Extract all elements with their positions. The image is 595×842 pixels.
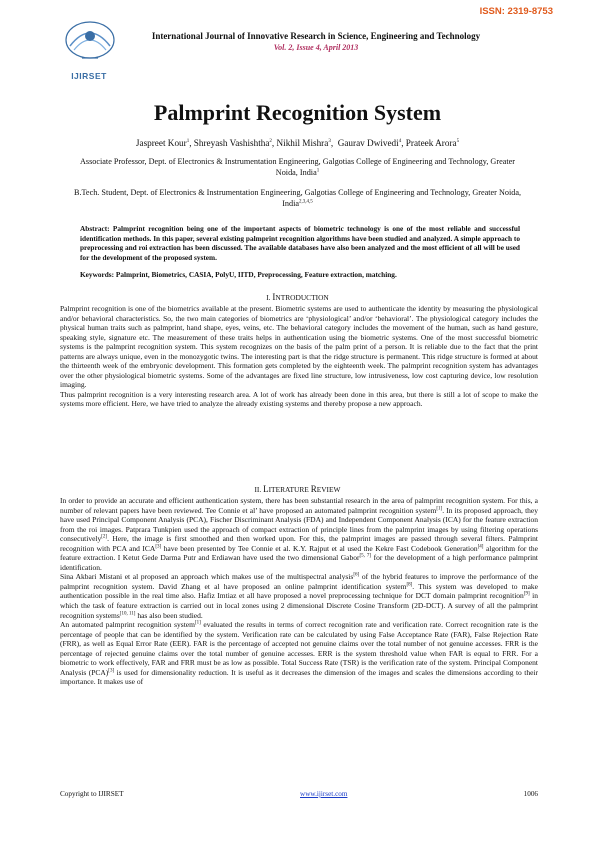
affiliation-1-text: Associate Professor, Dept. of Electronics & Instrumentation Engineering, Galgotias College of Engineering and Technology, Greater Noida, India: [80, 157, 515, 177]
journal-name: International Journal of Innovative Research in Science, Engineering and Technology: [151, 31, 481, 41]
author-sup: 2: [269, 138, 272, 144]
lit-paragraph-1: [60, 496, 538, 572]
citation: [8]: [406, 582, 413, 588]
author-sup: 1: [186, 138, 190, 144]
citation: [2]: [101, 534, 108, 540]
footer-page-number: 1006: [523, 790, 538, 798]
author-name: Shreyash Vashishtha: [193, 138, 270, 148]
issn-label: ISSN: 2319-8753: [479, 6, 553, 17]
section-number: I.: [266, 293, 273, 302]
text-run: algorithm for the feature extraction. I Ketut Gede Darma Putr and Erdiawan have used the two dimensional Gabor: [60, 543, 538, 563]
author-name: Prateek Arora: [405, 138, 457, 148]
journal-logo-text: IJIRSET: [71, 71, 107, 81]
author-sup: 3: [328, 138, 331, 144]
affiliation-2-text: B.Tech. Student, Dept. of Electronics & Instrumentation Engineering, Galgotias College of Engineering and Technology, Greater Noida, India: [74, 188, 521, 208]
footer-copyright: Copyright to IJIRSET: [60, 790, 124, 798]
text-run: in which the task of feature extraction is carried out in local zones using 2 dimensional Discrete Cosine Transform (2D-DCT). A survey of all the palmprint recognition systems: [60, 591, 538, 620]
citation: [1]: [436, 506, 443, 512]
text-run: . This system was developed to make authentication possible in the real time also. Hafiz Imtiaz et all have proposed a novel preprocessing technique for DCT domain palmprint recognition: [60, 581, 538, 601]
citation: [5, 7]: [359, 553, 372, 559]
introduction-body: [60, 304, 538, 409]
text-run: An automated palmprint recognition system: [60, 620, 195, 630]
text-run: for the development of a high performance palmprint identification.: [60, 553, 539, 572]
citation: [1]: [194, 620, 201, 626]
text-run: Sina Akbari Mistani et al proposed an approach which makes use of the multispectral analysis: [60, 572, 354, 582]
intro-paragraph-1: Palmprint recognition is one of the biometrics available at the present. Biometric systems are used to authenticate the identity by measuring the physiological and/or behavioral characteristics. So, the two main categories of biometrics are ‘physiological’ and/or ‘behavioral’. The physiological category includes the physical human traits such as palmprint, hand shape, eyes, veins, etc. The behavioral category includes the movement of the human, such as hand gesture, speaking style, signature etc. The measurement of these traits helps in authentication using the biometric systems. One of the most successful biometric systems is the palmprint recognition system. This system recognizes on the basis of the palm print of a person. It is reliable due to the fact that the print patterns are always unique, even in the monozygotic twins. The interesting part is that the ridge structure is permanent. This ridge structure is formed at about the thirteenth week of the embryonic development. This formation gets completed by the eighteenth week. The palmprint recognition system has advantages over the other physiological biometric systems. Some of the advantages are fixed line structure, low intrusiveness, low cost capturing device, low resolution imaging.: [60, 304, 538, 390]
section-heading-literature-review: [0, 484, 595, 494]
text-run: is used for dimensionality reduction. It is useful as it decreases the dimension of the images and scales the dimensions according to their importance. It makes use of: [60, 667, 538, 687]
journal-volume: Vol. 2, Issue 4, April 2013: [273, 43, 359, 52]
text-run: . Here, the image is first smoothed and then worked upon. For this, the palmprint images are passed through several filters. Palmprint recognition with PCA and ICA: [60, 534, 538, 553]
text-run: have been presented by Tee Connie et al. K.Y. Rajput et al used the Kekre Fast Codebook Generation: [161, 543, 478, 553]
author-name: Nikhil Mishra: [276, 138, 329, 148]
text-run: has also been studied.: [135, 610, 203, 620]
affiliation-1: [70, 156, 525, 178]
author-list: Jaspreet Kour$^1$, Shreyash Vashishtha$^2$, Nikhil Mishra$^3$, Gaurav Dwivedi$^4$, Prateek Arora$^5$: [135, 138, 460, 148]
citation: [3]: [155, 544, 162, 550]
paper-title: Palmprint Recognition System: [153, 100, 442, 125]
intro-paragraph-2: Thus palmprint recognition is a very interesting research area. A lot of work has already been done in this area, but there is still a lot of scope to make the systems more efficient. Here, we have tried to analyze the already existing systems and thereby propose a new approach.: [60, 389, 538, 409]
citation: [6]: [353, 572, 360, 578]
lit-paragraph-3: [60, 620, 538, 687]
affiliation-2: [70, 187, 525, 209]
heading-rest: ITERATURE: [268, 485, 311, 494]
text-run: In order to provide an accurate and efficient authentication system, there has been substantial research in the area of palmprint recognition system. For this, a number of relevant papers have been reviewed. Tee Connie et al’ have proposed an automated palmprint recognition system: [60, 496, 538, 515]
text-run: of the hybrid features to improve the performance of the palmprint recognition system. David Zhang et al have proposed an online palmprint identification system: [60, 572, 538, 591]
text-run: evaluated the results in terms of correct recognition rate and verification rate. Correct recognition rate is the percentage of people that can be identified by the system. Verification rate can be calculated by using False Acceptance Rate (FAR), False Rejection Rate (FRR), as well as Equal Error Rate (EER). FAR is the percentage of accepted not genuine claims over the total number of not genuine accesses. FRR is the percentage of rejected genuine claims over the total number of genuine accesses. ERR is the system threshold value when FAR is equal to FRR. For a biometric to work effectively, FAR and FRR must be as low as possible. Total Success Rate (TSR) is the verification rate of the system. Principal Component Analysis (PCA): [60, 620, 538, 677]
affiliation-2-sup: 2,3,4,5: [299, 199, 313, 205]
author-name: Gaurav Dwivedi: [337, 138, 399, 148]
keywords: Keywords: Palmprint, Biometrics, CASIA, PolyU, IITD, Preprocessing, Feature extraction, matching.: [80, 270, 397, 279]
citation: [4]: [477, 544, 484, 550]
literature-review-body: [60, 496, 538, 687]
lit-paragraph-2: [60, 572, 538, 620]
footer-url-link[interactable]: www.ijirset.com: [300, 790, 348, 798]
author-sup: 5: [456, 138, 460, 144]
citation: [10, 11]: [119, 611, 136, 617]
abstract: Abstract: Palmprint recognition being one of the important aspects of biometric technology is one of the most reliable and successful identification methods. In this paper, several existing palmprint recognition algorithms have been studied and analyzed. A simple approach to preprocessing and roi extraction has been discussed. The available databases have also been analyzed and the most efficient of all will be used for the development of the proposed system.: [80, 224, 520, 262]
author-name: Jaspreet Kour: [135, 138, 187, 148]
text-run: . In its proposed approach, they have used Principal Component Analysis (PCA), Fischer Discriminant Analysis (FDA) and Independent Component Analysis (ICA) for the feature extraction from the roi images. Patprara Tunkpien used the approach of compact extraction of principle lines from the palmprint images by using filtering operations consecutively: [60, 505, 538, 544]
citation: [3]: [108, 668, 115, 674]
heading-rest: EVIEW: [316, 485, 341, 494]
journal-logo-icon: [60, 18, 120, 66]
heading-cap: I: [272, 292, 276, 302]
citation: [9]: [523, 591, 530, 597]
heading-cap: L: [263, 484, 269, 494]
affiliation-1-sup: 1: [316, 168, 320, 174]
heading-rest: NTRODUCTION: [275, 293, 329, 302]
section-heading-introduction: [0, 292, 595, 302]
section-number: II.: [254, 485, 264, 494]
author-sup: 4: [398, 138, 402, 144]
heading-cap: R: [310, 484, 317, 494]
